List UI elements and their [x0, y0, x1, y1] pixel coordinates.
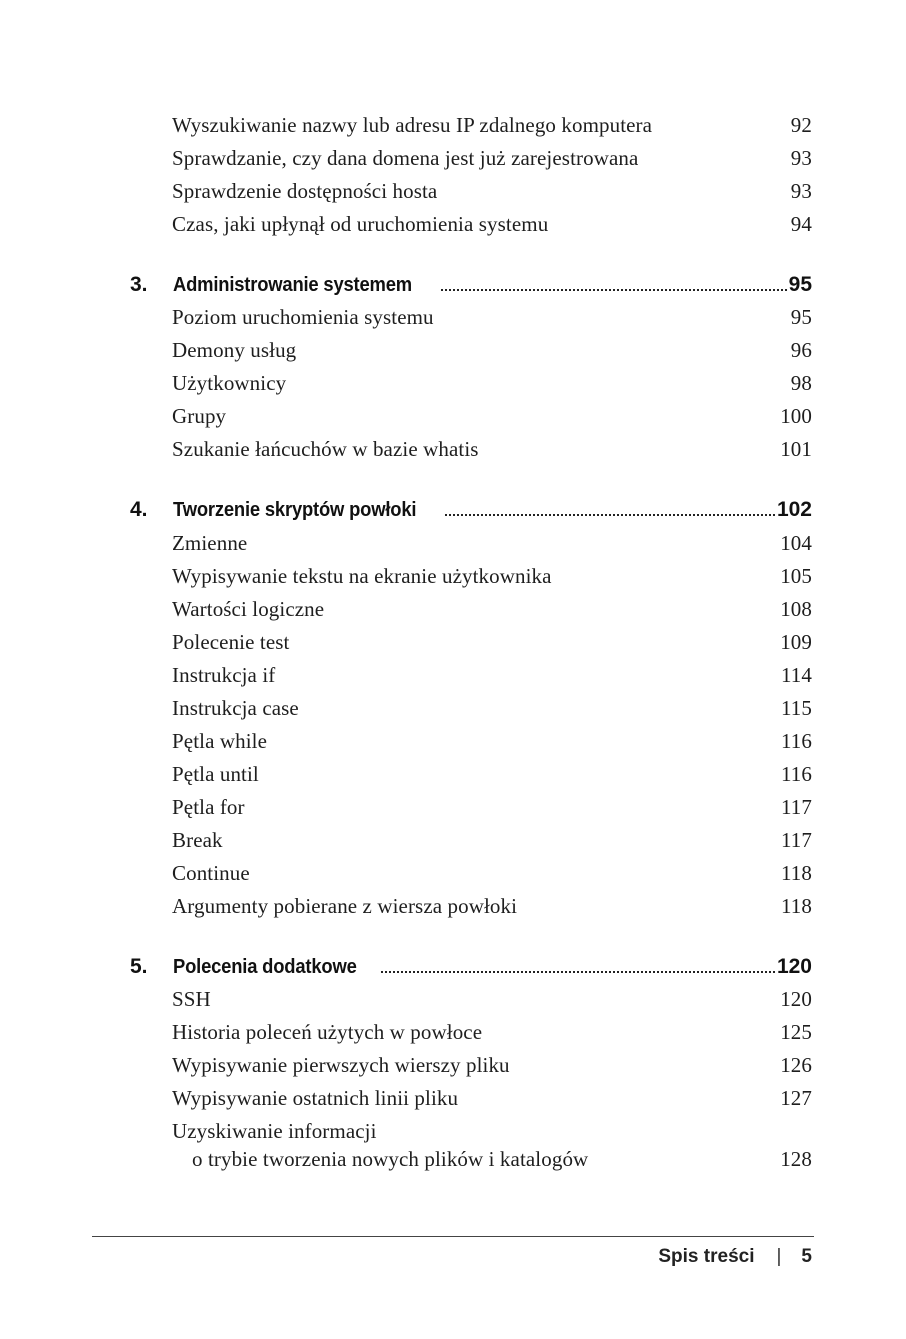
toc-entry-page: 105	[780, 564, 812, 588]
toc-entry-page: 96	[790, 338, 812, 362]
toc-entry-page: 128	[780, 1147, 812, 1171]
chapter-number: 5.	[130, 955, 148, 978]
toc-entry	[172, 143, 812, 173]
toc-entry-title: Grupy	[172, 404, 227, 428]
toc-entry	[172, 825, 812, 855]
toc-entry-title: Polecenie test	[172, 630, 290, 654]
toc-chapter	[130, 494, 812, 526]
toc-entry	[172, 726, 812, 756]
toc-entry	[172, 561, 812, 591]
toc-entry	[172, 984, 812, 1014]
chapter-title: Tworzenie skryptów powłoki	[173, 499, 417, 521]
toc-chapter	[130, 951, 812, 983]
toc-entry-title: Szukanie łańcuchów w bazie whatis	[172, 437, 479, 461]
toc-entry	[172, 368, 812, 398]
toc-entry-title: Sprawdzenie dostępności hosta	[172, 179, 438, 203]
dot-leader	[445, 514, 774, 516]
toc-entry-title-continuation: o trybie tworzenia nowych plików i katalogów	[192, 1147, 589, 1171]
toc-entry	[172, 594, 812, 624]
toc-entry-title: Czas, jaki upłynął od uruchomienia systemu	[172, 212, 549, 236]
toc-entry-page: 100	[780, 404, 812, 428]
toc-entry	[172, 759, 812, 789]
toc-entry-title: SSH	[172, 987, 211, 1011]
toc-entry-page: 114	[780, 663, 812, 687]
footer-rule	[92, 1236, 814, 1237]
chapter-number: 3.	[130, 273, 148, 296]
dot-leader	[381, 971, 775, 973]
toc-entry	[172, 1050, 812, 1080]
toc-entry	[172, 110, 812, 140]
toc-entry-title: Użytkownicy	[172, 371, 287, 395]
toc-entry-page: 116	[780, 762, 812, 786]
footer-separator: |	[776, 1246, 782, 1267]
toc-entry-page: 108	[780, 597, 812, 621]
toc-entry-title: Instrukcja case	[172, 696, 299, 720]
toc-entry-page: 116	[780, 729, 812, 753]
toc-entry-title: Pętla until	[172, 762, 259, 786]
toc-entry-title: Wypisywanie pierwszych wierszy pliku	[172, 1053, 510, 1077]
toc-entry-title: Sprawdzanie, czy dana domena jest już zarejestrowana	[172, 146, 639, 170]
toc-entry-page: 125	[780, 1020, 812, 1044]
chapter-title: Polecenia dodatkowe	[173, 956, 357, 978]
toc-entry	[172, 1116, 812, 1176]
toc-entry-title: Instrukcja if	[172, 663, 276, 687]
toc-entry-title: Wypisywanie tekstu na ekranie użytkownika	[172, 564, 552, 588]
toc-entry-page: 92	[790, 113, 812, 137]
footer-section-title: Spis treści	[658, 1246, 755, 1267]
toc-entry	[172, 401, 812, 431]
toc-entry-title: Wyszukiwanie nazwy lub adresu IP zdalnego komputera	[172, 113, 653, 137]
toc-entry	[172, 209, 812, 239]
toc-entry-page: 120	[780, 987, 812, 1011]
toc-entry-title: Demony usług	[172, 338, 297, 362]
toc-entry-page: 126	[780, 1053, 812, 1077]
toc-entry	[172, 858, 812, 888]
chapter-number: 4.	[130, 498, 148, 521]
toc-entry-page: 118	[780, 894, 812, 918]
toc-entry	[172, 792, 812, 822]
toc-entry-title: Pętla while	[172, 729, 267, 753]
toc-entry-page: 95	[790, 305, 812, 329]
toc-entry-title: Argumenty pobierane z wiersza powłoki	[172, 894, 518, 918]
toc-entry-page: 98	[790, 371, 812, 395]
toc-entry	[172, 627, 812, 657]
toc-entry	[172, 528, 812, 558]
toc-entry-page: 117	[780, 795, 812, 819]
toc-entry	[172, 335, 812, 365]
toc-entry-page: 115	[780, 696, 812, 720]
page-footer	[600, 1243, 812, 1271]
toc-entry	[172, 434, 812, 464]
toc-entry-title: Zmienne	[172, 531, 248, 555]
toc-entry-title: Continue	[172, 861, 250, 885]
toc-entry-title: Wypisywanie ostatnich linii pliku	[172, 1086, 459, 1110]
toc-entry	[172, 693, 812, 723]
toc-entry	[172, 660, 812, 690]
toc-entry-title: Uzyskiwanie informacji	[172, 1119, 377, 1143]
toc-entry-page: 109	[780, 630, 812, 654]
chapter-page: 102	[776, 498, 812, 521]
toc-entry-page: 101	[780, 437, 812, 461]
toc-chapter	[130, 269, 812, 301]
page-number: 5	[801, 1246, 812, 1267]
toc-entry-page: 117	[780, 828, 812, 852]
toc-entry	[172, 891, 812, 921]
toc-entry	[172, 176, 812, 206]
toc-entry-page: 94	[790, 212, 812, 236]
toc-entry-page: 127	[780, 1086, 812, 1110]
toc-entry	[172, 1083, 812, 1113]
toc-entry	[172, 1017, 812, 1047]
toc-entry-title: Pętla for	[172, 795, 245, 819]
chapter-title: Administrowanie systemem	[173, 274, 412, 296]
toc-entry-page: 118	[780, 861, 812, 885]
toc-entry-title: Poziom uruchomienia systemu	[172, 305, 434, 329]
toc-entry-title: Historia poleceń użytych w powłoce	[172, 1020, 483, 1044]
toc-entry-title: Wartości logiczne	[172, 597, 325, 621]
toc-entry-page: 93	[790, 146, 812, 170]
chapter-page: 95	[788, 273, 812, 296]
toc-entry-page: 104	[780, 531, 812, 555]
dot-leader	[441, 289, 787, 291]
toc-entry	[172, 302, 812, 332]
toc-entry-title: Break	[172, 828, 223, 852]
toc-entry-page: 93	[790, 179, 812, 203]
chapter-page: 120	[776, 955, 812, 978]
